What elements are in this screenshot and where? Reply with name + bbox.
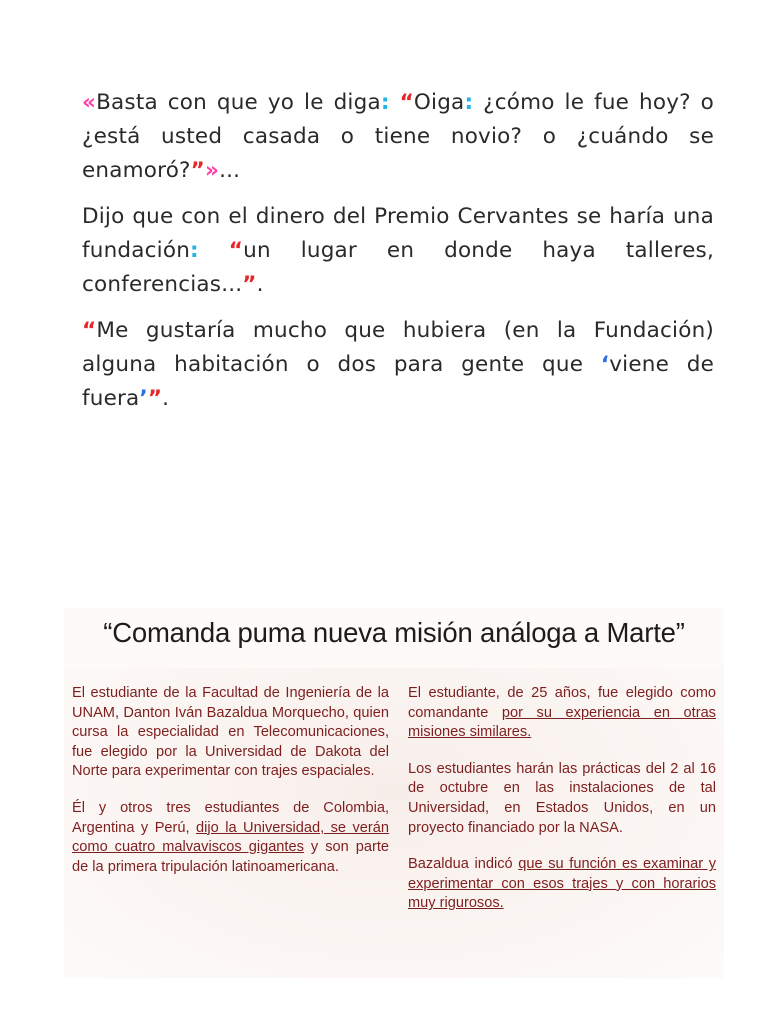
clipping-right-column bbox=[408, 684, 716, 931]
clipping-left-column bbox=[72, 684, 389, 894]
quote-text: Dijo que con el dinero del Premio Cervantes se haría una fundación bbox=[82, 204, 714, 263]
underlined-text: dijo la Universidad, se verán como cuatro malvaviscos gigantes bbox=[72, 819, 389, 856]
open-quote-mark: “ bbox=[228, 238, 244, 263]
quote-paragraph-1 bbox=[82, 86, 714, 188]
close-quote-mark: ” bbox=[242, 272, 257, 297]
clipping-paragraph bbox=[72, 799, 389, 877]
clipping-paragraph: Los estudiantes harán las prácticas del 2 al 16 de octubre en las instalaciones de tal Universidad, en Estados Unidos, en un proyecto financiado por la NASA. bbox=[408, 760, 716, 836]
space bbox=[390, 90, 400, 115]
clipping-text: El estudiante, de 25 años, fue elegido como comandante bbox=[408, 685, 716, 721]
guillemet-open-mark: « bbox=[82, 90, 97, 115]
quote-paragraph-3 bbox=[82, 314, 714, 416]
quote-text: Oiga bbox=[413, 90, 465, 115]
period-text: . bbox=[162, 386, 170, 411]
clipping-paragraph bbox=[408, 684, 716, 743]
ellipsis-text: ... bbox=[219, 158, 241, 183]
clipping-headline: “Comanda puma nueva misión análoga a Marte” bbox=[103, 617, 685, 648]
colon-mark: : bbox=[464, 90, 474, 115]
quote-text: Me gustaría mucho que hubiera (en la Fundación) alguna habitación o dos para gente que bbox=[82, 318, 714, 377]
quote-text: un lugar en donde haya talleres, conferencias... bbox=[82, 238, 714, 297]
period-text: . bbox=[256, 272, 264, 297]
underlined-text: que su función es examinar y experimentar con esos trajes y con horarios muy rigurosos. bbox=[408, 856, 716, 912]
quote-paragraph-2 bbox=[82, 200, 714, 302]
close-quote-mark: ” bbox=[147, 386, 163, 411]
guillemet-close-mark: » bbox=[205, 158, 220, 183]
colon-mark: : bbox=[380, 90, 390, 115]
open-single-quote-mark: ‘ bbox=[600, 352, 610, 377]
clipping-text: Él y otros tres estudiantes de Colombia, Argentina y Perú, bbox=[72, 799, 389, 836]
colon-mark: : bbox=[190, 238, 199, 263]
close-quote-mark: ” bbox=[190, 158, 206, 183]
close-single-quote-mark: ’ bbox=[139, 386, 148, 411]
open-quote-mark: “ bbox=[399, 90, 414, 115]
underlined-text: por su experiencia en otras misiones similares. bbox=[408, 704, 716, 741]
quotes-section bbox=[82, 86, 714, 428]
quote-text: Basta con que yo le diga bbox=[96, 90, 381, 115]
open-quote-mark: “ bbox=[82, 318, 97, 343]
clipping-paragraph bbox=[408, 855, 716, 914]
clipping-text: Bazaldua indicó bbox=[408, 856, 519, 873]
news-clipping bbox=[64, 608, 724, 978]
clipping-text: y son parte de la primera tripulación latinoamericana. bbox=[72, 839, 389, 875]
space bbox=[199, 238, 229, 263]
clipping-paragraph: El estudiante de la Facultad de Ingeniería de la UNAM, Danton Iván Bazaldua Morquecho, quien cursa la especialidad en Telecomunicaciones, fue elegido por la Universidad de Dakota del Norte para experimentar con trajes espaciales. bbox=[72, 685, 389, 780]
quote-text: ¿cómo le fue hoy? o ¿está usted casada o tiene novio? o ¿cuándo se enamoró? bbox=[82, 90, 714, 183]
quote-text: viene de fuera bbox=[82, 352, 714, 411]
